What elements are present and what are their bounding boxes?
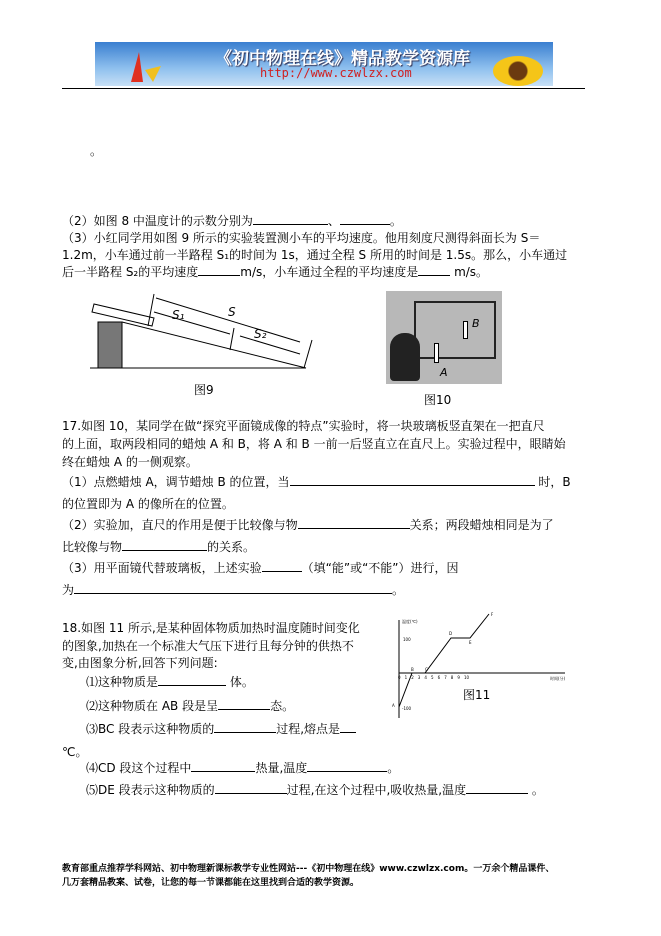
text: 后一半路程 S₂的平均速度 <box>62 265 199 279</box>
header-banner <box>95 42 553 86</box>
answer-blank <box>466 782 528 794</box>
text: 。 <box>387 761 400 775</box>
text: 热量,温度 <box>255 761 308 775</box>
text: 比较像与物 <box>62 540 123 554</box>
footer-line2: 几万套精品教案、试卷，让您的每一节课都能在这里找到合适的教学资源。 <box>62 878 360 888</box>
x-tick: 4 <box>424 675 427 680</box>
point-d: D <box>449 631 453 636</box>
point-c: C <box>425 667 428 672</box>
point-f: F <box>491 612 494 617</box>
x-tick: 10 <box>464 675 470 680</box>
q16-part3-line3 <box>62 264 488 280</box>
q16-part2 <box>62 213 402 229</box>
q18-sub2 <box>86 698 294 714</box>
answer-blank <box>340 213 390 225</box>
q16-part3-line1: （3）小红同学用如图 9 所示的实验装置测小车的平均速度。他用刻度尺测得斜面长为 S＝ <box>62 231 541 245</box>
text: （2）实验加，直尺的作用是便于比较像与物 <box>62 518 298 532</box>
footer-line1: 教育部重点推荐学科网站、初中物理新课标教学专业性网站---《初中物理在线》www.czwlzx.com。一万余个精品课件、 <box>62 864 555 874</box>
q17-part2-cont <box>62 539 255 555</box>
answer-blank <box>191 760 255 772</box>
text: m/s，小车通过全程的平均速度是 <box>240 265 419 279</box>
y-tick: 100 <box>403 637 411 642</box>
q18-sub4 <box>86 760 399 776</box>
text: ⑴这种物质是 <box>86 675 159 689</box>
x-tick: 5 <box>431 675 434 680</box>
label-b: B <box>472 317 480 330</box>
text: 时，B <box>534 475 571 489</box>
text: ⑶BC 段表示这种物质的 <box>86 722 215 736</box>
answer-blank <box>158 674 226 686</box>
x-tick: 2 <box>411 675 414 680</box>
figure-10-photo <box>386 291 502 384</box>
q18-sub3-cont: ℃。 <box>62 745 88 759</box>
text: 过程,熔点是 <box>276 722 341 736</box>
q18-sub1 <box>86 674 254 690</box>
answer-blank <box>307 760 387 772</box>
y-axis-label: 温度(℃) <box>402 619 418 624</box>
text: （3）用平面镜代替玻璃板，上述实验 <box>62 561 262 575</box>
answer-blank <box>74 582 392 594</box>
y-tick: -100 <box>402 706 412 711</box>
point-e: E <box>469 640 472 645</box>
text: 的关系。 <box>207 540 256 554</box>
x-tick: 9 <box>457 675 460 680</box>
figure-10-caption: 图10 <box>424 393 452 407</box>
footer <box>62 862 554 890</box>
stray-mark: 。 <box>90 144 103 158</box>
text: 过程,在这个过程中,吸收热量,温度 <box>286 783 467 797</box>
logo-icon <box>125 48 165 84</box>
point-b: B <box>411 667 414 672</box>
header-title: 《初中物理在线》精品教学资源库 <box>215 49 470 69</box>
x-tick: 3 <box>417 675 421 680</box>
x-tick: 1 <box>404 675 408 680</box>
text: ⑸DE 段表示这种物质的 <box>86 783 215 797</box>
q17-part3-cont <box>62 582 404 598</box>
answer-blank <box>290 474 535 486</box>
label-s1: S₁ <box>172 308 185 322</box>
point-a: A <box>392 703 395 708</box>
q18-sub5 <box>86 782 544 798</box>
text: 。 <box>389 214 402 228</box>
q17-line3: 终在蜡烛 A 的一侧观察。 <box>62 455 198 469</box>
q17-part1 <box>62 474 571 490</box>
q16-part3-line2: 1.2m，小车通过前一半路程 S₁的时间为 1s，通过全程 S 所用的时间是 1.5s。那么，小车通过 <box>62 248 568 262</box>
text: m/s。 <box>450 265 489 279</box>
text: （填“能”或“不能”）进行，因 <box>301 561 459 575</box>
x-tick: 0 <box>398 675 401 680</box>
text: ⑵这种物质在 AB 段是呈 <box>86 699 219 713</box>
figure-9-caption: 图9 <box>194 383 214 397</box>
q17-part1-cont: 的位置即为 A 的像所在的位置。 <box>62 497 234 511</box>
q18-line1: 18.如图 11 所示,是某种固体物质加热时温度随时间变化 <box>62 621 360 635</box>
answer-blank <box>214 721 276 733</box>
text: 。 <box>528 783 544 797</box>
answer-blank <box>418 264 450 276</box>
answer-blank <box>298 517 410 529</box>
x-axis-label: 时间(分) <box>550 676 566 681</box>
q17-line2: 的上面，取两段相同的蜡烛 A 和 B，将 A 和 B 一前一后竖直立在直尺上。实验过程中，眼睛始 <box>62 437 566 451</box>
q17-part2 <box>62 517 554 533</box>
text: ⑷CD 段这个过程中 <box>86 761 192 775</box>
header-rule <box>62 88 585 89</box>
text: 、 <box>327 214 340 228</box>
answer-blank <box>122 539 207 551</box>
label-s2: S₂ <box>254 327 267 341</box>
sunflower-image <box>493 56 543 86</box>
answer-blank <box>215 782 287 794</box>
q17-part3 <box>62 560 459 576</box>
answer-blank <box>218 698 270 710</box>
answer-blank <box>198 264 240 276</box>
q18-line3: 变,由图象分析,回答下列问题: <box>62 656 218 670</box>
q18-line2: 的图象,加热在一个标准大气压下进行且每分钟的供热不 <box>62 639 354 653</box>
x-tick: 6 <box>437 675 441 680</box>
text: （1）点燃蜡烛 A，调节蜡烛 B 的位置，当 <box>62 475 290 489</box>
figure-9-incline <box>90 288 320 372</box>
text: 态。 <box>270 699 295 713</box>
text: 为 <box>62 583 75 597</box>
answer-blank <box>262 560 302 572</box>
q17-line1: 17.如图 10，某同学在做“探究平面镜成像的特点”实验时，将一块玻璃板竖直架在一把直尺 <box>62 419 545 433</box>
header-url: http://www.czwlzx.com <box>260 66 412 80</box>
x-tick: 7 <box>444 675 447 680</box>
q18-sub3 <box>86 721 356 737</box>
figure-11-caption: 图11 <box>463 688 491 702</box>
text: 体。 <box>226 675 254 689</box>
label-s: S <box>228 305 236 319</box>
text: 关系；两段蜡烛相同是为了 <box>409 518 554 532</box>
text: 。 <box>392 583 405 597</box>
x-tick: 8 <box>450 675 454 680</box>
label-a: A <box>440 366 448 379</box>
answer-blank <box>253 213 328 225</box>
text: （2）如图 8 中温度计的示数分别为 <box>62 214 253 228</box>
answer-blank <box>340 721 356 733</box>
